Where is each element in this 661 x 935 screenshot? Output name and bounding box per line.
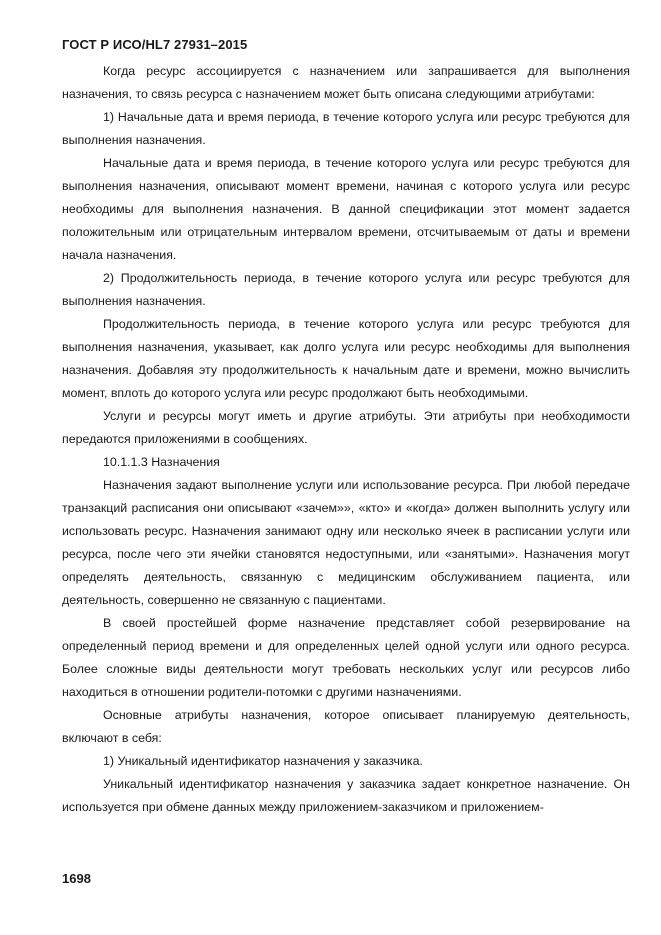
paragraph: Уникальный идентификатор назначения у заказчика задает конкретное назначение. Он используется при обмене данных между приложением-заказчиком и приложением- [62, 777, 630, 814]
paragraph: Начальные дата и время периода, в течение которого услуга или ресурс требуются для выполнения назначения, описывают момент времени, начиная с которого услуга или ресурс необходимы для выполнения назначения. В данной спецификации этот момент задается положительным или отрицательным интервалом времени, отсчитываемым от даты и времени начала назначения. [62, 156, 630, 262]
list-item: 1) Уникальный идентификатор назначения у заказчика. [103, 754, 423, 768]
document-header: ГОСТ Р ИСО/HL7 27931–2015 [62, 37, 248, 52]
document-body [62, 60, 630, 819]
section-heading: 10.1.1.3 Назначения [103, 455, 220, 469]
list-item: 2) Продолжительность периода, в течение которого услуга или ресурс требуются для выполнения назначения. [62, 271, 630, 308]
paragraph: Назначения задают выполнение услуги или использование ресурса. При любой передаче транзакций расписания они описывают «зачем»», «кто» и «когда» должен выполнить услугу или использовать ресурс. Назначения занимают одну или несколько ячеек в расписании услуги или ресурса, после чего эти ячейки становятся недоступными, или «занятыми». Назначения могут определять деятельность, связанную с медицинским обслуживанием пациента, или деятельность, совершенно не связанную с пациентами. [62, 478, 630, 607]
page-number: 1698 [62, 871, 91, 886]
list-item: 1) Начальные дата и время периода, в течение которого услуга или ресурс требуются для выполнения назначения. [62, 110, 630, 147]
paragraph: Услуги и ресурсы могут иметь и другие атрибуты. Эти атрибуты при необходимости передаются приложениями в сообщениях. [62, 409, 630, 446]
paragraph: Основные атрибуты назначения, которое описывает планируемую деятельность, включают в себя: [62, 708, 630, 745]
paragraph: Продолжительность периода, в течение которого услуга или ресурс требуются для выполнения назначения, указывает, как долго услуга или ресурс необходимы для выполнения назначения. Добавляя эту продолжительность к начальным дате и времени, можно вычислить момент, вплоть до которого услуга или ресурс продолжают быть необходимыми. [62, 317, 630, 400]
paragraph: В своей простейшей форме назначение представляет собой резервирование на определенный период времени и для определенных целей одной услуги или одного ресурса. Более сложные виды деятельности могут требовать нескольких услуг или ресурсов либо находиться в отношении родители-потомки с другими назначениями. [62, 616, 630, 699]
paragraph: Когда ресурс ассоциируется с назначением или запрашивается для выполнения назначения, то связь ресурса с назначением может быть описана следующими атрибутами: [62, 64, 630, 101]
